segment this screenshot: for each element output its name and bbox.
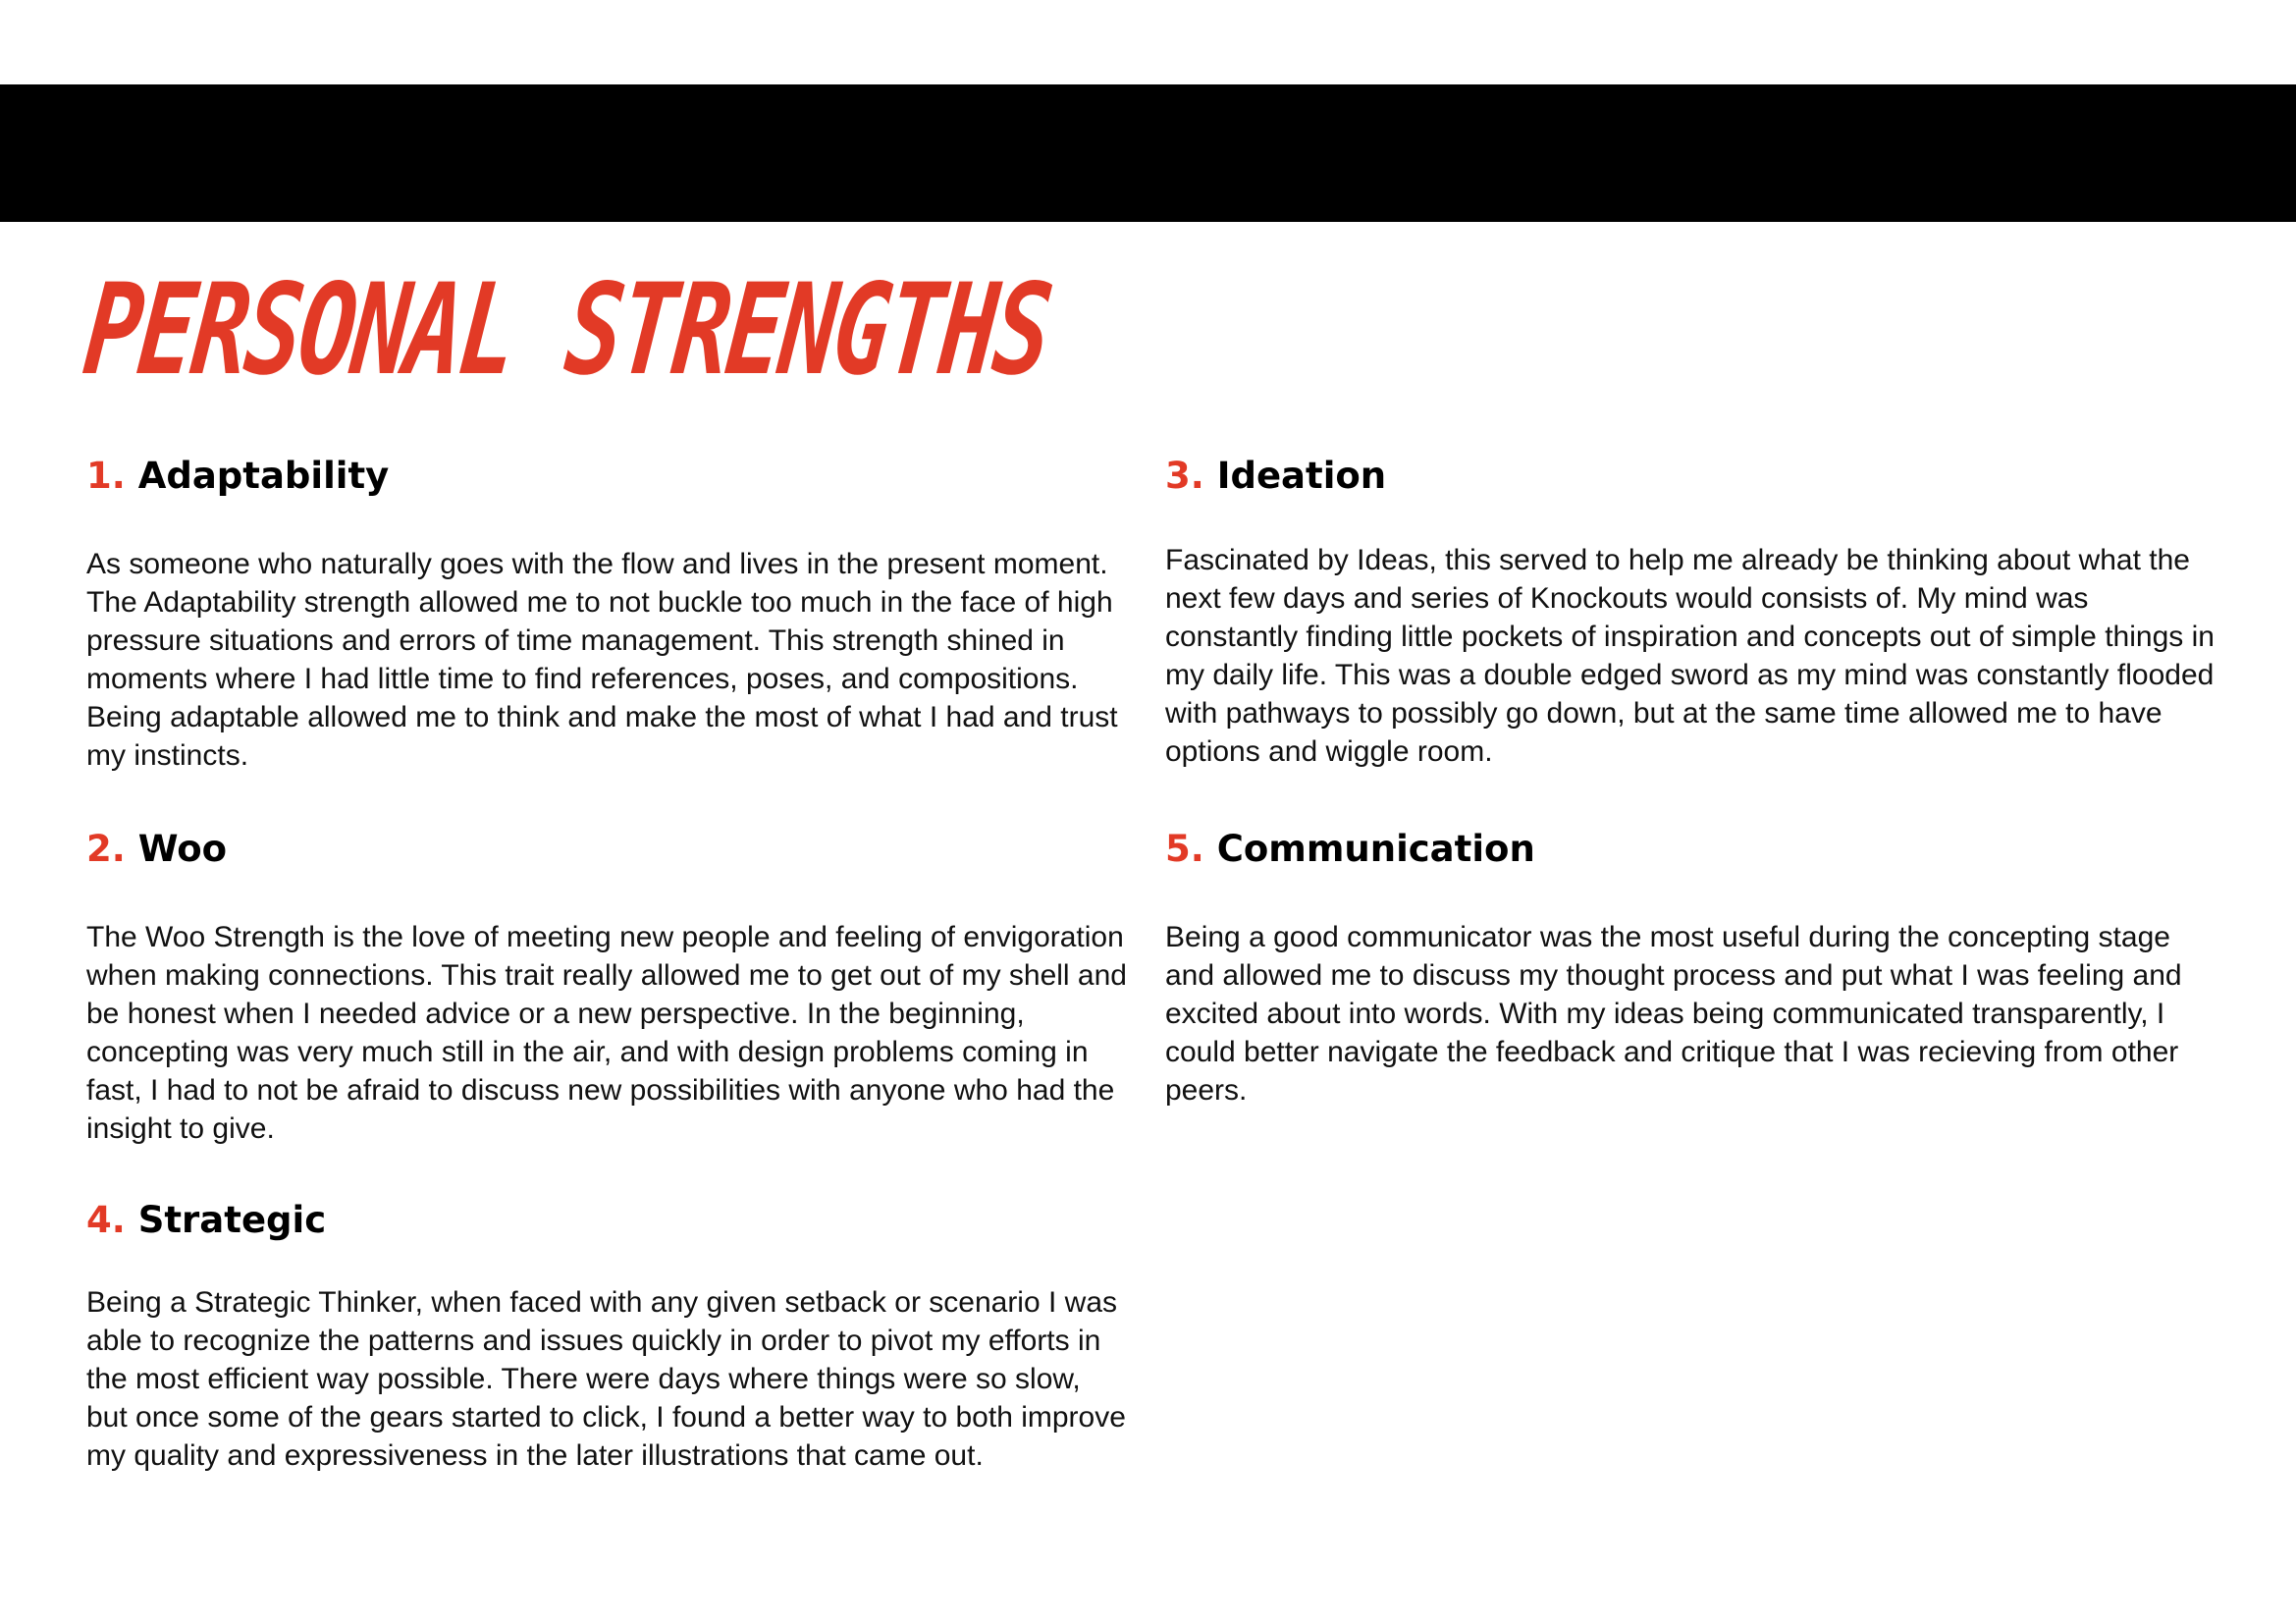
strength-body: As someone who naturally goes with the flow and lives in the present moment. The Adaptability strength allowed me to not buckle too much in the face of high pressure situations and errors of time management. This strength shined in moments where I had little time to find references, poses, and compositions. Being adaptable allowed me to think and make the most of what I had and trust my instincts. (86, 548, 1118, 772)
strength-heading (1165, 828, 2216, 871)
strength-heading (1165, 455, 2216, 498)
strength-section-woo (86, 828, 1127, 1148)
strength-title: Strategic (137, 1199, 327, 1241)
strength-heading (86, 828, 1127, 871)
strength-title: Communication (1216, 828, 1535, 870)
strength-number: 4. (86, 1199, 126, 1241)
strength-section-strategic (86, 1199, 1127, 1475)
strength-title: Adaptability (137, 455, 390, 497)
strength-body: The Woo Strength is the love of meeting new people and feeling of envigoration when making connections. This trait really allowed me to get out of my shell and be honest when I needed advice or a new perspective. In the beginning, concepting was very much still in the air, and with design problems coming in fast, I had to not be afraid to discuss new possibilities with anyone who had the insight to give. (86, 921, 1127, 1145)
hand-drawn-title-graphic (78, 253, 1385, 410)
page-title (78, 253, 1385, 410)
strength-body: Being a good communicator was the most useful during the concepting stage and allowed me to discuss my thought process and put what I was feeling and excited about into words. With my ideas being communicated transparently, I could better navigate the feedback and critique that I was recieving from other peers. (1165, 921, 2182, 1107)
strength-number: 1. (86, 455, 126, 497)
strength-heading (86, 1199, 1127, 1242)
strength-number: 2. (86, 828, 126, 870)
strength-section-communication (1165, 828, 2216, 1110)
page-title-text: PERSONAL STRENGTHS (78, 257, 1385, 404)
strength-number: 5. (1165, 828, 1204, 870)
strength-heading (86, 455, 1127, 498)
strength-number: 3. (1165, 455, 1204, 497)
strength-title: Ideation (1216, 455, 1387, 497)
strength-section-adaptability (86, 455, 1127, 775)
top-black-bar (0, 84, 2296, 222)
strength-body: Being a Strategic Thinker, when faced with any given setback or scenario I was able to recognize the patterns and issues quickly in order to pivot my efforts in the most efficient way possible. There were days where things were so slow, but once some of the gears started to click, I found a better way to both improve my quality and expressiveness in the later illustrations that came out. (86, 1286, 1126, 1472)
strength-title: Woo (137, 828, 228, 870)
strength-body: Fascinated by Ideas, this served to help me already be thinking about what the next few days and series of Knockouts would consists of. My mind was constantly finding little pockets of inspiration and concepts out of simple things in my daily life. This was a double edged sword as my mind was constantly flooded with pathways to possibly go down, but at the same time allowed me to have options and wiggle room. (1165, 544, 2215, 768)
strength-section-ideation (1165, 455, 2216, 771)
